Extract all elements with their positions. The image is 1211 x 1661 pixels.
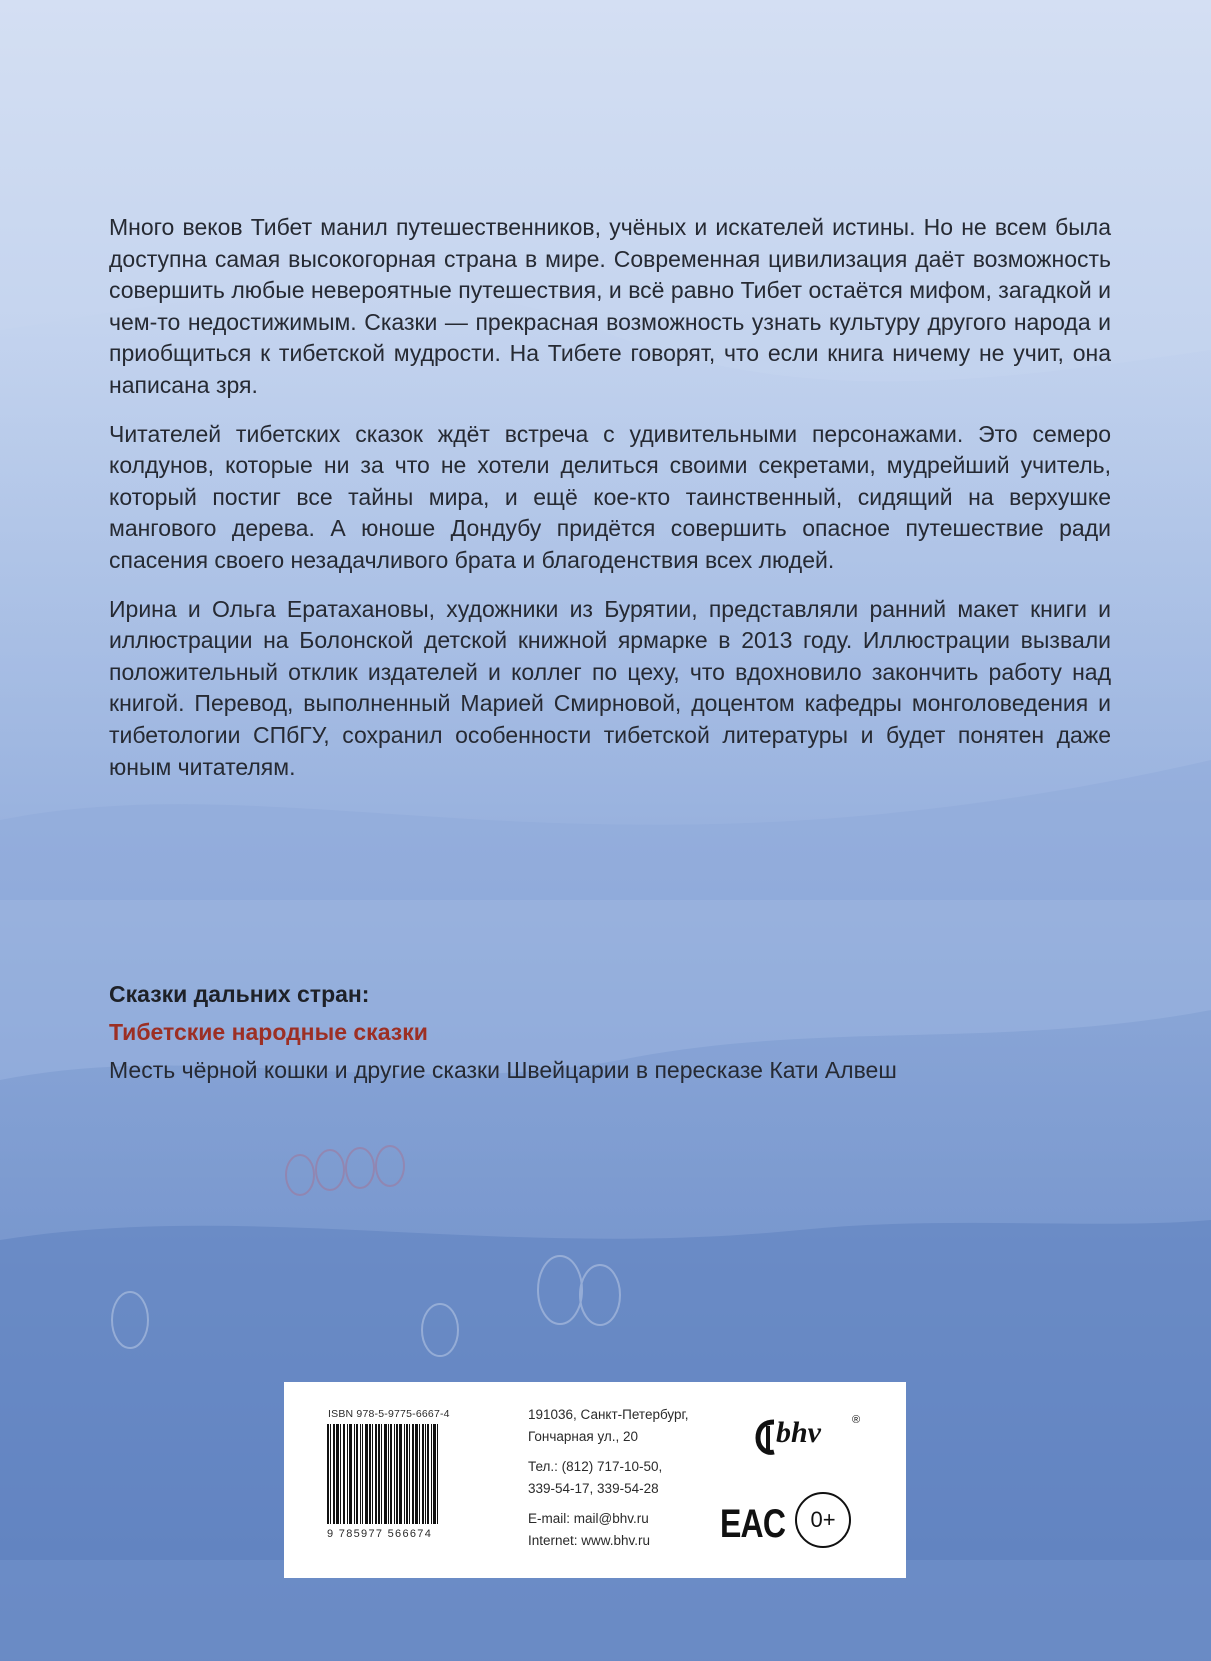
bhv-logo-text: bhv [776, 1416, 821, 1449]
series-heading: Сказки дальних стран: [109, 981, 370, 1007]
series-list [109, 975, 1111, 1089]
age-rating-badge: 0+ [795, 1492, 851, 1548]
description-paragraph-2: Читателей тибетских сказок ждёт встреча с удивительными персонажами. Это семеро колдунов, которые ни за что не хотели делиться своими секретами, мудрейший учитель, который постиг все тайны мира, и ещё кое-кто таинственный, сидящий на верхушке мангового дерева. А юноше Дондубу придётся совершить опасное путешествие ради спасения своего незадачливого брата и благоденствия всех людей. [109, 420, 1111, 573]
publisher-info-box [284, 1382, 906, 1578]
eac-mark: EAC [720, 1502, 786, 1546]
internet-line: Internet: www.bhv.ru [528, 1533, 651, 1548]
registered-mark: ® [852, 1414, 861, 1426]
email-line: E-mail: mail@bhv.ru [528, 1511, 649, 1526]
barcode [327, 1424, 463, 1536]
publisher-address [528, 1404, 689, 1552]
phone-line-1: Тел.: (812) 717-10-50, [528, 1459, 663, 1474]
address-line-1: 191036, Санкт-Петербург, [528, 1407, 689, 1422]
phone-line-2: 339-54-17, 339-54-28 [528, 1481, 659, 1496]
isbn-label: ISBN 978-5-9775-6667-4 [328, 1408, 450, 1420]
series-current-title: Тибетские народные сказки [109, 1019, 428, 1045]
barcode-number: 9 785977 566674 [327, 1528, 433, 1540]
bhv-logo [754, 1412, 874, 1462]
description-paragraph-3: Ирина и Ольга Ератахановы, художники из Бурятии, представляли ранний макет книги и иллюстрации на Болонской детской книжной ярмарке в 2013 году. Иллюстрации вызвали положительный отклик издателей и коллег по цеху, что вдохновило закончить работу над книгой. Перевод, выполненный Марией Смирновой, доцентом кафедры монголоведения и тибетологии СПбГУ, сохранил особенности тибетской литературы и будет понятен даже юным читателям. [109, 595, 1111, 780]
address-line-2: Гончарная ул., 20 [528, 1429, 639, 1444]
description-paragraph-1: Много веков Тибет манил путешественников, учёных и искателей истины. Но не всем была доступна самая высокогорная страна в мире. Современная цивилизация даёт возможность совершить любые невероятные путешествия, и всё равно Тибет остаётся мифом, загадкой и чем-то недостижимым. Сказки — прекрасная возможность узнать культуру другого народа и приобщиться к тибетской мудрости. На Тибете говорят, что если книга ничему не учит, она написана зря. [109, 214, 1111, 398]
series-other-title: Месть чёрной кошки и другие сказки Швейцарии в пересказе Кати Алвеш [109, 1057, 897, 1083]
description-text [109, 212, 1111, 800]
